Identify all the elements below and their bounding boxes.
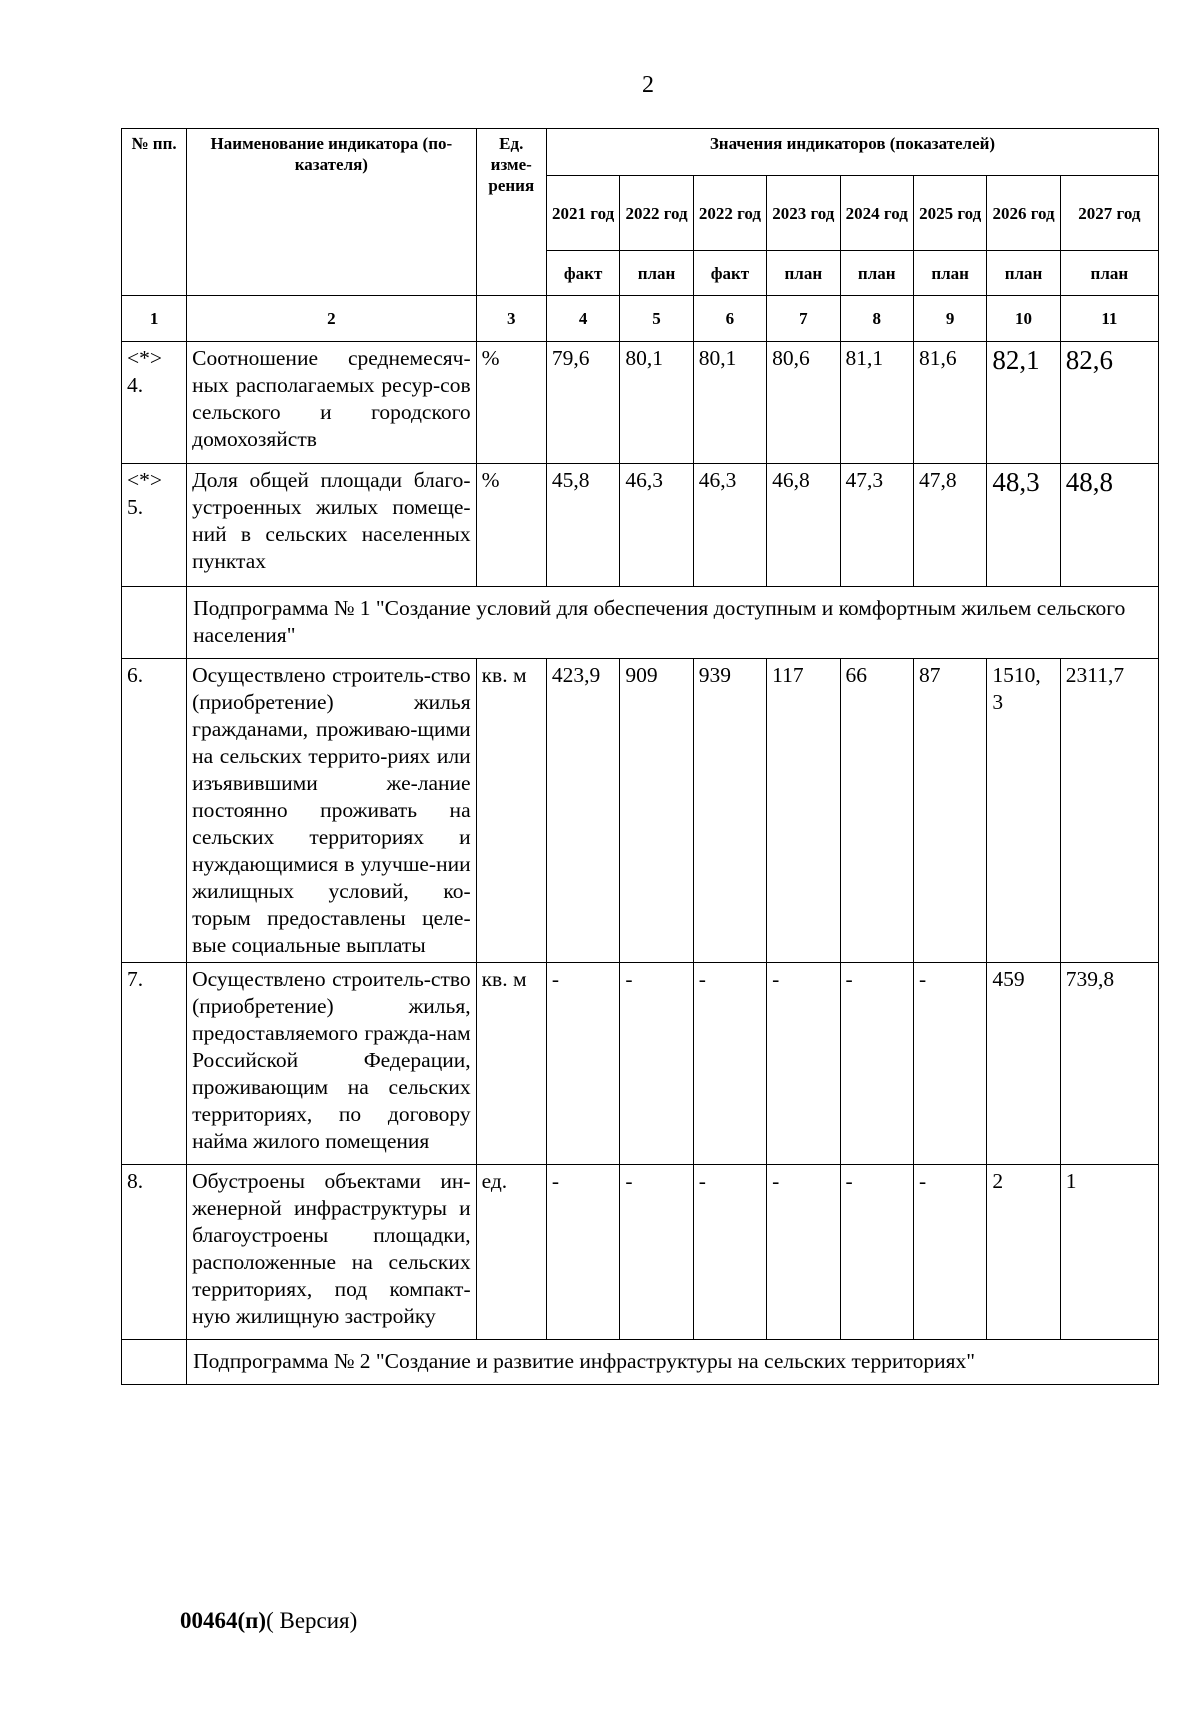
row-value: -	[913, 963, 986, 1165]
row-unit: кв. м	[476, 659, 546, 963]
row-value: 459	[987, 963, 1060, 1165]
row-num: 6.	[122, 659, 187, 963]
row-value: 909	[620, 659, 693, 963]
row-value: 87	[913, 659, 986, 963]
header-kind: факт	[546, 251, 619, 296]
header-column-number: 8	[840, 296, 913, 342]
row-value: 2311,7	[1060, 659, 1158, 963]
header-values-title: Значения индикаторов (показателей)	[546, 129, 1158, 176]
row-name: Обустроены объектами ин-женерной инфраструктуры и благоустроены площадки, расположенные на сельских территориях, под компакт-ную жилищную застройку	[187, 1165, 476, 1340]
indicator-table	[121, 128, 1159, 1385]
section-row	[122, 1340, 1159, 1385]
header-column-number: 5	[620, 296, 693, 342]
row-value: 80,6	[767, 342, 840, 464]
row-value: 79,6	[546, 342, 619, 464]
row-value: -	[620, 1165, 693, 1340]
section-num-cell	[122, 587, 187, 659]
row-value: -	[620, 963, 693, 1165]
header-column-number: 3	[476, 296, 546, 342]
section-row	[122, 587, 1159, 659]
row-value: 117	[767, 659, 840, 963]
row-name: Соотношение среднемесяч-ных располагаемых ресур-сов сельского и городского домохозяйств	[187, 342, 476, 464]
table-body	[122, 342, 1159, 1385]
row-name: Осуществлено строитель-ство (приобретение) жилья, предоставляемого гражда-нам Российской Федерации, проживающим на сельских территориях, по договору найма жилого помещения	[187, 963, 476, 1165]
row-value: 46,8	[767, 464, 840, 587]
header-column-number: 11	[1060, 296, 1158, 342]
header-year: 2025 год	[913, 176, 986, 251]
table-row	[122, 659, 1159, 963]
header-year: 2023 год	[767, 176, 840, 251]
row-num: 8.	[122, 1165, 187, 1340]
row-value: 939	[693, 659, 766, 963]
row-value: 739,8	[1060, 963, 1158, 1165]
header-unit: Ед. изме-рения	[476, 129, 546, 296]
row-name: Осуществлено строитель-ство (приобретение) жилья гражданами, проживаю-щими на сельских террито-риях или изъявившими же-лание постоянно проживать на сельских территориях и нуждающимися в улучше-нии жилищных условий, ко-торым предоставлены целе-вые социальные выплаты	[187, 659, 476, 963]
table-header	[122, 129, 1159, 342]
header-kind: план	[767, 251, 840, 296]
header-kind: план	[840, 251, 913, 296]
header-year: 2022 год	[620, 176, 693, 251]
row-value: -	[913, 1165, 986, 1340]
row-num: <*> 5.	[122, 464, 187, 587]
row-value: 81,1	[840, 342, 913, 464]
page-number: 2	[642, 72, 654, 98]
footer	[180, 1608, 357, 1634]
header-column-number: 6	[693, 296, 766, 342]
table-row	[122, 1165, 1159, 1340]
table-row	[122, 464, 1159, 587]
header-column-numbers-row	[122, 296, 1159, 342]
header-column-number: 9	[913, 296, 986, 342]
header-kind: факт	[693, 251, 766, 296]
row-value: 82,1	[987, 342, 1060, 464]
row-unit: ед.	[476, 1165, 546, 1340]
header-column-number: 7	[767, 296, 840, 342]
row-name: Доля общей площади благо-устроенных жилых помеще-ний в сельских населенных пунктах	[187, 464, 476, 587]
section-title: Подпрограмма № 2 "Создание и развитие инфраструктуры на сельских территориях"	[187, 1340, 1159, 1385]
header-name: Наименование индикатора (по-казателя)	[187, 129, 476, 296]
row-value: 1	[1060, 1165, 1158, 1340]
header-num: № пп.	[122, 129, 187, 296]
row-value: -	[693, 1165, 766, 1340]
header-year: 2024 год	[840, 176, 913, 251]
row-value: 80,1	[693, 342, 766, 464]
footer-code: 00464(п)	[180, 1608, 267, 1633]
row-value: -	[546, 963, 619, 1165]
header-kind: план	[620, 251, 693, 296]
row-value: -	[546, 1165, 619, 1340]
row-num: <*> 4.	[122, 342, 187, 464]
header-column-number: 10	[987, 296, 1060, 342]
table-row	[122, 963, 1159, 1165]
header-year: 2027 год	[1060, 176, 1158, 251]
row-value: 47,8	[913, 464, 986, 587]
row-value: -	[767, 963, 840, 1165]
row-value: 80,1	[620, 342, 693, 464]
footer-version: ( Версия)	[266, 1608, 358, 1633]
header-column-number: 1	[122, 296, 187, 342]
row-value: -	[840, 1165, 913, 1340]
row-value: -	[693, 963, 766, 1165]
header-kind: план	[987, 251, 1060, 296]
section-title: Подпрограмма № 1 "Создание условий для обеспечения доступным и комфортным жильем сельского населения"	[187, 587, 1159, 659]
row-value: 46,3	[693, 464, 766, 587]
table-row	[122, 342, 1159, 464]
row-value: 1510, 3	[987, 659, 1060, 963]
row-value: 2	[987, 1165, 1060, 1340]
row-value: 45,8	[546, 464, 619, 587]
header-year: 2022 год	[693, 176, 766, 251]
row-value: -	[840, 963, 913, 1165]
row-value: 47,3	[840, 464, 913, 587]
header-kind: план	[913, 251, 986, 296]
row-unit: %	[476, 464, 546, 587]
header-kind: план	[1060, 251, 1158, 296]
row-value: 423,9	[546, 659, 619, 963]
row-num: 7.	[122, 963, 187, 1165]
header-year: 2021 год	[546, 176, 619, 251]
row-value: 81,6	[913, 342, 986, 464]
header-column-number: 2	[187, 296, 476, 342]
row-value: 48,3	[987, 464, 1060, 587]
header-year: 2026 год	[987, 176, 1060, 251]
section-num-cell	[122, 1340, 187, 1385]
row-value: -	[767, 1165, 840, 1340]
header-column-number: 4	[546, 296, 619, 342]
row-value: 66	[840, 659, 913, 963]
row-value: 46,3	[620, 464, 693, 587]
row-unit: кв. м	[476, 963, 546, 1165]
row-value: 82,6	[1060, 342, 1158, 464]
row-value: 48,8	[1060, 464, 1158, 587]
row-unit: %	[476, 342, 546, 464]
